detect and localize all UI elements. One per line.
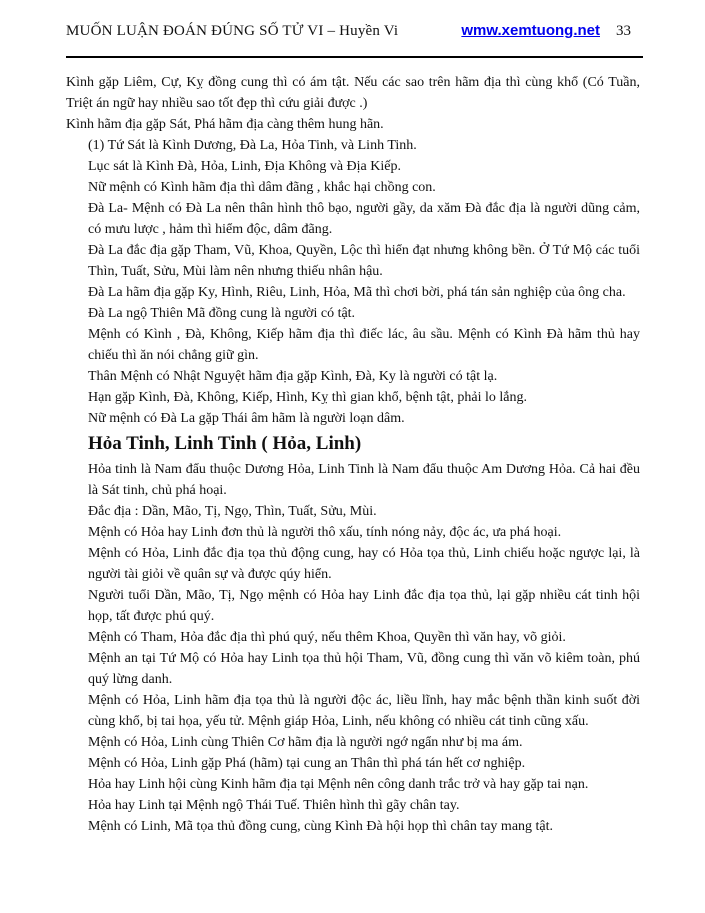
paragraph: (1) Tứ Sát là Kình Dương, Đà La, Hỏa Tinh, và Linh Tinh. bbox=[88, 138, 417, 153]
page-number: 33 bbox=[616, 23, 631, 39]
paragraph: Hỏa hay Linh tại Mệnh ngộ Thái Tuế. Thiên hình thì gãy chân tay. bbox=[88, 798, 460, 813]
paragraph: Kình hãm địa gặp Sát, Phá hãm địa càng thêm hung hãn. bbox=[66, 117, 384, 132]
paragraph: Đà La ngộ Thiên Mã đồng cung là người có tật. bbox=[88, 306, 356, 321]
book-title: MUỐN LUẬN ĐOÁN ĐÚNG SỐ TỬ VI – Huyền Vi bbox=[66, 23, 399, 39]
paragraph: Thân Mệnh có Nhật Nguyệt hãm địa gặp Kình, Đà, Ky là người có tật lạ. bbox=[88, 369, 498, 384]
paragraph: Đắc địa : Dần, Mão, Tị, Ngọ, Thìn, Tuất, Sửu, Mùi. bbox=[88, 504, 377, 519]
paragraph: Mệnh có Kình , Đà, Không, Kiếp hãm địa thì điếc lác, âu sầu. Mệnh có Kình Đà hãm thủ hay chiếu thì ăn nói chẳng giữ gìn. bbox=[88, 327, 640, 363]
document-body bbox=[66, 72, 640, 837]
paragraph: Mệnh có Hỏa, Linh cùng Thiên Cơ hãm địa là người ngớ ngẩn như bị ma ám. bbox=[88, 735, 523, 750]
header-divider bbox=[66, 56, 643, 58]
paragraph: Mệnh có Hỏa, Linh đắc địa tọa thủ động cung, hay có Hỏa tọa thủ, Linh chiếu hoặc ngược lại, là người tài giỏi về quân sự và được qúy hiển. bbox=[88, 546, 640, 582]
paragraph: Đà La đắc địa gặp Tham, Vũ, Khoa, Quyền, Lộc thì hiển đạt nhưng không bền. Ở Tứ Mộ các tuổi Thìn, Tuất, Sửu, Mùi làm nên nhưng thiếu nhân hậu. bbox=[88, 243, 640, 279]
section-heading: Hỏa Tinh, Linh Tinh ( Hỏa, Linh) bbox=[88, 433, 362, 454]
paragraph: Hỏa tinh là Nam đẩu thuộc Dương Hỏa, Linh Tinh là Nam đẩu thuộc Am Dương Hỏa. Cả hai đều là Sát tinh, chủ phá hoại. bbox=[88, 462, 640, 498]
page-header bbox=[0, 0, 705, 41]
paragraph: Mệnh có Hỏa, Linh hãm địa tọa thủ là người độc ác, liều lĩnh, hay mắc bệnh thần kinh suốt đời cùng khổ, bị tai họa, yếu tử. Mệnh giáp Hỏa, Linh, nếu không có nhiều cát tinh cũng xấu. bbox=[88, 693, 640, 729]
paragraph: Mệnh an tại Tứ Mộ có Hỏa hay Linh tọa thủ hội Tham, Vũ, đồng cung thì văn võ kiêm toàn, phú quý lừng danh. bbox=[88, 651, 640, 687]
website-link[interactable]: wmw.xemtuong.net bbox=[461, 22, 600, 39]
paragraph: Nữ mệnh có Kình hãm địa thì dâm đãng , khắc hại chồng con. bbox=[88, 180, 436, 195]
paragraph: Mệnh có Hỏa, Linh gặp Phá (hãm) tại cung an Thân thì phá tán hết cơ nghiệp. bbox=[88, 756, 526, 771]
paragraph: Mệnh có Hỏa hay Linh đơn thủ là người thô xấu, tính nóng nảy, độc ác, ưa phá hoại. bbox=[88, 525, 562, 540]
paragraph: Người tuổi Dần, Mão, Tị, Ngọ mệnh có Hỏa hay Linh đắc địa tọa thủ, lại gặp nhiều cát tinh hội họp, tất được phú quý. bbox=[88, 588, 640, 624]
paragraph: Hạn gặp Kình, Đà, Không, Kiếp, Hình, Kỵ thì gian khổ, bệnh tật, phải lo lắng. bbox=[88, 390, 527, 405]
paragraph: Đà La- Mệnh có Đà La nên thân hình thô bạo, người gầy, da xăm Đà đắc địa là người dũng cảm, có mưu lược , hảm thì hiểm độc, dâm đãng. bbox=[88, 201, 640, 237]
paragraph: Kình gặp Liêm, Cự, Kỵ đồng cung thì có ám tật. Nếu các sao trên hãm địa thì cùng khổ (Có Tuần, Triệt án ngữ hay nhiều sao tốt đẹp thì cứu giải được .) bbox=[66, 75, 640, 111]
paragraph: Hỏa hay Linh hội cùng Kinh hãm địa tại Mệnh nên công danh trắc trở và hay gặp tai nạn. bbox=[88, 777, 589, 792]
paragraph: Mệnh có Linh, Mã tọa thủ đồng cung, cùng Kình Đà hội họp thì chân tay mang tật. bbox=[88, 819, 554, 834]
paragraph: Đà La hãm địa gặp Ky, Hình, Riêu, Linh, Hỏa, Mã thì chơi bời, phá tán sản nghiệp của ông cha. bbox=[88, 285, 626, 300]
paragraph: Mệnh có Tham, Hỏa đắc địa thì phú quý, nếu thêm Khoa, Quyền thì văn hay, võ giỏi. bbox=[88, 630, 566, 645]
paragraph: Nữ mệnh có Đà La gặp Thái âm hãm là người loạn dâm. bbox=[88, 411, 405, 426]
paragraph: Lục sát là Kình Đà, Hỏa, Linh, Địa Không và Địa Kiếp. bbox=[88, 159, 401, 174]
